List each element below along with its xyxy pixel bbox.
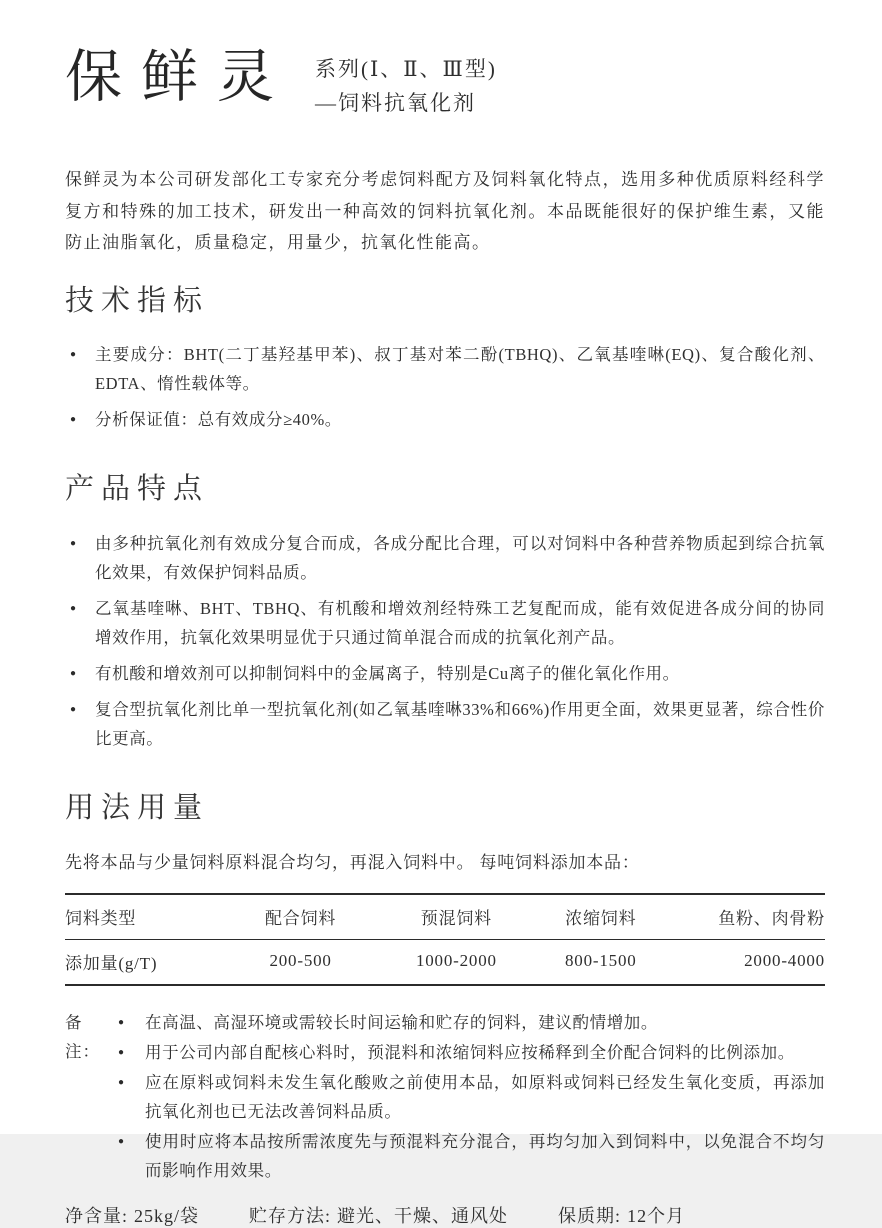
tagline: —饲料抗氧化剂	[315, 91, 476, 115]
bullet-text: 乙氧基喹啉、BHT、TBHQ、有机酸和增效剂经特殊工艺复配而成，能有效促进各成分间的协同增效作用，抗氧化效果明显优于只通过简单混合而成的抗氧化剂产品。	[95, 598, 825, 647]
column-header: 浓缩饲料	[565, 908, 637, 928]
bullet-icon: ●	[118, 1076, 125, 1088]
list-item	[65, 529, 825, 587]
column-header: 预混饲料	[420, 908, 492, 928]
shelf-life	[558, 1202, 685, 1228]
bullet-icon: ●	[70, 703, 77, 715]
notes-block	[65, 1008, 825, 1186]
footer	[65, 1202, 825, 1228]
table-row	[65, 939, 825, 985]
bullet-icon: ●	[70, 349, 77, 361]
bullet-text: 复合型抗氧化剂比单一型抗氧化剂(如乙氧基喹啉33%和66%)作用更全面，效果更显著，综合性价比更高。	[95, 699, 825, 748]
note-text: 用于公司内部自配核心料时，预混料和浓缩饲料应按稀释到全价配合饲料的比例添加。	[145, 1042, 795, 1062]
shelf-life-value: 12个月	[627, 1205, 686, 1226]
shelf-life-label: 保质期:	[558, 1205, 622, 1226]
bullet-text: 分析保证值：总有效成分≥40%。	[95, 410, 342, 430]
section-heading-usage: 用法用量	[65, 791, 210, 824]
note-text: 应在原料或饲料未发生氧化酸败之前使用本品，如原料或饲料已经发生氧化变质，再添加抗氧化剂也已无法改善饲料品质。	[145, 1072, 825, 1121]
bullet-icon: ●	[70, 537, 77, 549]
bullet-icon: ●	[118, 1016, 125, 1028]
bullet-icon: ●	[70, 667, 77, 679]
table-cell: 2000-4000	[744, 951, 825, 971]
intro-paragraph: 保鲜灵为本公司研发部化工专家充分考虑饲料配方及饲料氧化特点，选用多种优质原料经科学复方和特殊的加工技术，研发出一种高效的饲料抗氧化剂。本品既能很好的保护维生素，又能防止油脂氧化，质量稳定，用量少，抗氧化性能高。	[65, 170, 825, 252]
list-item	[65, 405, 825, 434]
net-content-label: 净含量:	[65, 1205, 129, 1226]
bullet-icon: ●	[118, 1046, 125, 1058]
list-item	[117, 1068, 825, 1126]
bullet-text: 有机酸和增效剂可以抑制饲料中的金属离子，特别是Cu离子的催化氧化作用。	[95, 663, 680, 683]
list-item	[65, 695, 825, 753]
bullet-text: 主要成分：BHT(二丁基羟基甲苯)、叔丁基对苯二酚(TBHQ)、乙氧基喹啉(EQ)、复合酸化剂、EDTA、惰性载体等。	[95, 345, 825, 394]
dosage-table-body	[65, 939, 825, 985]
list-item	[65, 340, 825, 398]
table-cell: 800-1500	[564, 951, 637, 971]
section-heading-tech-specs: 技术指标	[65, 284, 210, 317]
table-header-row	[65, 894, 825, 940]
bullet-icon: ●	[70, 414, 77, 426]
document-header	[65, 42, 825, 120]
bullet-icon: ●	[70, 602, 77, 614]
features-list	[65, 529, 825, 753]
table-cell: 200-500	[269, 951, 332, 971]
table-cell: 1000-2000	[415, 951, 497, 971]
tech-specs-list	[65, 340, 825, 434]
list-item	[65, 594, 825, 652]
list-item	[65, 659, 825, 688]
net-content-value: 25kg/袋	[134, 1205, 200, 1226]
storage-label: 贮存方法:	[249, 1205, 332, 1226]
storage-value: 避光、干燥、通风处	[337, 1205, 509, 1226]
net-content	[65, 1202, 199, 1228]
column-header: 鱼粉、肉骨粉	[718, 908, 825, 928]
notes-label: 备注：	[65, 1012, 100, 1061]
list-item	[117, 1008, 825, 1037]
list-item	[117, 1038, 825, 1067]
section-heading-features: 产品特点	[65, 473, 210, 506]
note-text: 在高温、高湿环境或需较长时间运输和贮存的饲料，建议酌情增加。	[145, 1012, 658, 1032]
table-cell: 添加量(g/T)	[65, 953, 158, 973]
subtitle-block	[315, 52, 497, 120]
bullet-text: 由多种抗氧化剂有效成分复合而成，各成分配比合理，可以对饲料中各种营养物质起到综合抗氧化效果，有效保护饲料品质。	[95, 533, 825, 582]
usage-intro: 先将本品与少量饲料原料混合均匀，再混入饲料中。 每吨饲料添加本品：	[65, 852, 640, 872]
dosage-table	[65, 893, 825, 986]
notes-list	[117, 1008, 825, 1186]
storage-method	[249, 1202, 508, 1228]
column-header: 饲料类型	[65, 908, 137, 928]
column-header: 配合饲料	[264, 908, 337, 928]
note-text: 使用时应将本品按所需浓度先与预混料充分混合，再均匀加入到饲料中，以免混合不均匀而影响作用效果。	[145, 1131, 825, 1180]
product-name: 保鲜灵	[65, 46, 293, 109]
dosage-table-head	[65, 894, 825, 940]
bullet-icon: ●	[118, 1135, 125, 1147]
series-label: 系列(Ⅰ、Ⅱ、Ⅲ型)	[315, 57, 497, 81]
list-item	[117, 1127, 825, 1185]
